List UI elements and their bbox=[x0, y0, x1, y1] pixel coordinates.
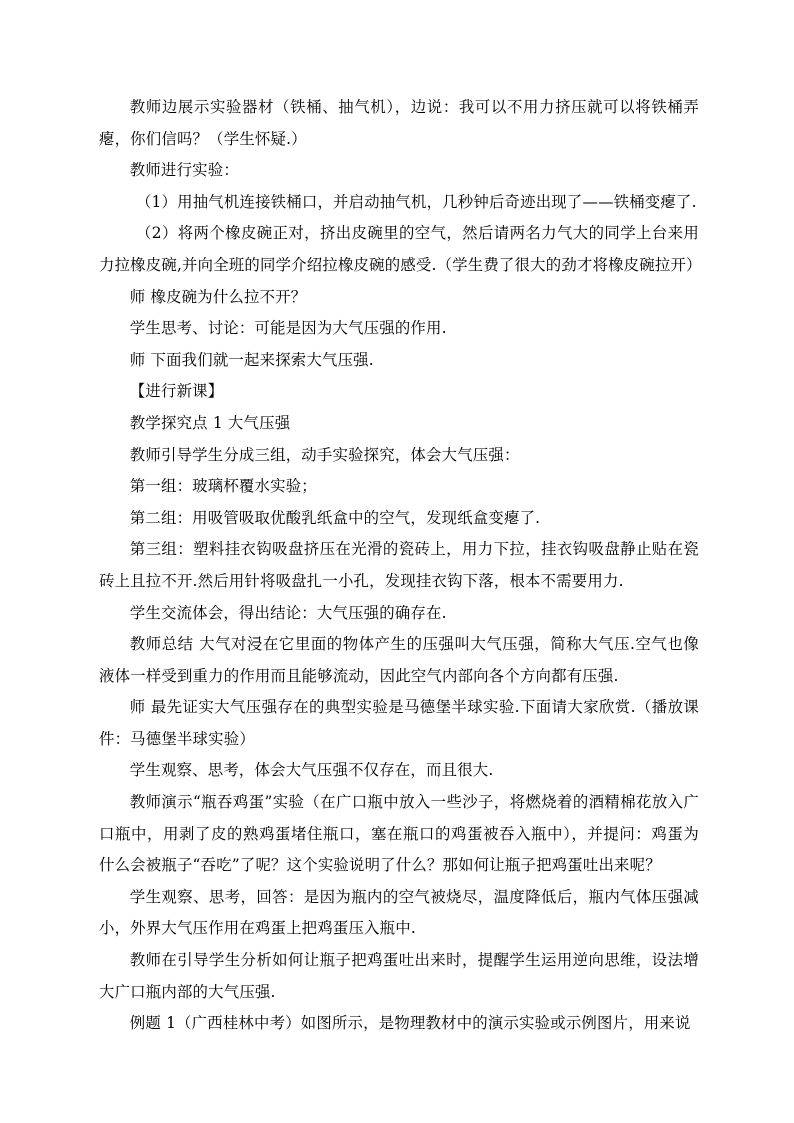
paragraph-group-3: 第三组：塑料挂衣钩吸盘挤压在光滑的瓷砖上，用力下拉，挂衣钩吸盘静止贴在瓷砖上且拉不开.然后用针将吸盘扎一小孔，发现挂衣钩下落，根本不需要用力. bbox=[99, 540, 699, 590]
section-heading-inquiry-point: 教学探究点 1 大气压强 bbox=[129, 413, 291, 432]
paragraph-student-discussion: 学生思考、讨论：可能是因为大气压强的作用. bbox=[129, 319, 447, 338]
paragraph-egg-demo: 教师演示“瓶吞鸡蛋”实验（在广口瓶中放入一些沙子，将燃烧着的酒精棉花放入广口瓶中，用剥了皮的熟鸡蛋堵住瓶口，塞在瓶口的鸡蛋被吞入瓶中），并提问：鸡蛋为什么会被瓶子“吞吃”了呢？这个实验说明了什么？那如何让瓶子把鸡蛋吐出来呢？ bbox=[99, 793, 699, 875]
paragraph-experiment-start: 教师进行实验： bbox=[129, 161, 239, 180]
paragraph-magdeburg: 师 最先证实大气压强存在的典型实验是马德堡半球实验.下面请大家欣赏.（播放课件：马德堡半球实验） bbox=[99, 698, 699, 748]
paragraph-teacher-summary: 教师总结 大气对浸在它里面的物体产生的压强叫大气压强，简称大气压.空气也像液体一样受到重力的作用而且能够流动，因此空气内部向各个方向都有压强. bbox=[99, 635, 699, 685]
paragraph-student-conclusion: 学生交流体会，得出结论：大气压强的确存在. bbox=[129, 603, 447, 622]
document-body bbox=[99, 92, 702, 1040]
paragraph-teacher-question: 师 橡皮碗为什么拉不开？ bbox=[129, 287, 307, 306]
paragraph-step-1: （1）用抽气机连接铁桶口，并启动抽气机，几秒钟后奇迹出现了——铁桶变瘪了. bbox=[135, 192, 697, 211]
paragraph-student-answer: 学生观察、思考，回答：是因为瓶内的空气被烧尽，温度降低后，瓶内气体压强减小，外界大气压作用在鸡蛋上把鸡蛋压入瓶中. bbox=[99, 887, 699, 938]
paragraph-group-1: 第一组：玻璃杯覆水实验； bbox=[129, 477, 317, 496]
paragraph-student-observe: 学生观察、思考，体会大气压强不仅存在，而且很大. bbox=[129, 761, 494, 780]
paragraph-example-1: 例题 1（广西桂林中考）如图所示，是物理教材中的演示实验或示例图片，用来说 bbox=[129, 1014, 691, 1033]
paragraph-reverse-thinking: 教师在引导学生分析如何让瓶子把鸡蛋吐出来时，提醒学生运用逆向思维，设法增大广口瓶内部的大气压强. bbox=[99, 951, 699, 1001]
section-heading-new-lesson: 【进行新课】 bbox=[129, 382, 224, 401]
paragraph-group-2: 第二组：用吸管吸取优酸乳纸盒中的空气，发现纸盒变瘪了. bbox=[129, 508, 541, 527]
paragraph-teacher-explore: 师 下面我们就一起来探索大气压强. bbox=[129, 350, 374, 369]
paragraph-group-guidance: 教师引导学生分成三组，动手实验探究，体会大气压强： bbox=[129, 445, 520, 464]
paragraph-intro-demo: 教师边展示实验器材（铁桶、抽气机），边说：我可以不用力挤压就可以将铁桶弄瘪，你们信吗？（学生怀疑.） bbox=[99, 98, 699, 148]
paragraph-step-2: （2）将两个橡皮碗正对，挤出皮碗里的空气，然后请两名力气大的同学上台来用力拉橡皮碗,并向全班的同学介绍拉橡皮碗的感受.（学生费了很大的劲才将橡皮碗拉开） bbox=[99, 224, 702, 274]
